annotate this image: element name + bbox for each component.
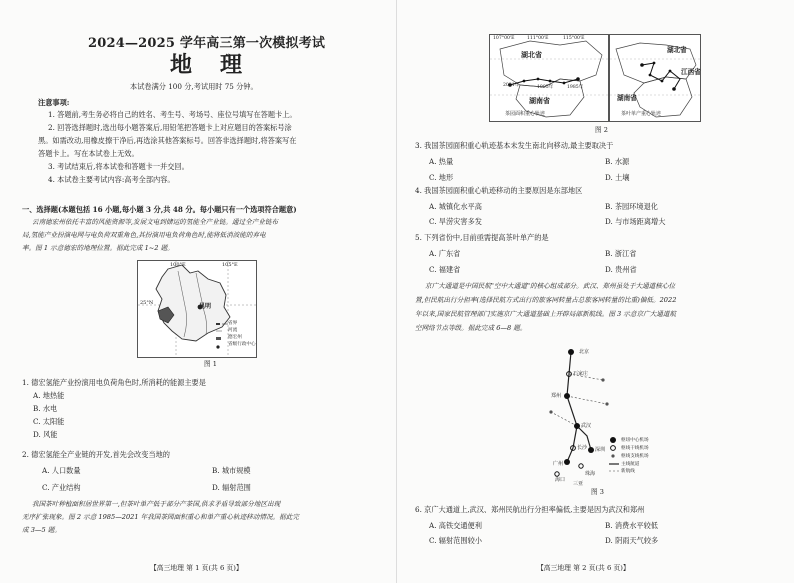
fig1-caption: 图 1 xyxy=(204,360,217,368)
fig2-province: 江西省 xyxy=(681,68,701,76)
fig2-lon-label: 111°00'E xyxy=(527,36,549,41)
fig3-city: 北京 xyxy=(579,349,590,355)
q1-option[interactable]: D. 风能 xyxy=(33,430,58,439)
q1-option[interactable]: C. 太阳能 xyxy=(33,417,65,426)
fig2-caption: 图 2 xyxy=(595,126,608,134)
q3-option[interactable]: C. 地形 xyxy=(429,173,454,182)
fig3-city: 郑州 xyxy=(551,393,562,399)
intro-line: 我国茶叶种植面积居世界第一,但茶叶单产低于部分产茶国,供求矛盾导致部分地区出现 xyxy=(32,500,281,508)
q1-stem: 1. 德宏氢能产业扮演用电负荷角色时,所消耗的能源主要是 xyxy=(22,378,206,387)
fig3-city: 珠海 xyxy=(585,471,596,477)
q6-option[interactable]: A. 高铁交通便利 xyxy=(429,521,482,530)
exam-title: 2024—2025 学年高三第一次模拟考试 xyxy=(88,36,326,51)
fig1-legend-item: 德宏州 xyxy=(228,335,242,340)
fig1-legend-item: 省级行政中心 xyxy=(228,342,256,347)
intro-line: 置,但民航出行分担率(选择民航方式出行的旅客同转量占总旅客同转量的比重)偏低。2022 xyxy=(415,296,677,304)
fig3-city: 广州 xyxy=(553,461,564,467)
fig1-lon-label: 100°E xyxy=(170,262,186,268)
notice-line: 答题卡上。写在本试卷上无效。 xyxy=(38,149,139,158)
fig3-legend-item: 枢纽中心机场 xyxy=(621,438,649,443)
q4-option[interactable]: A. 城镇化水平高 xyxy=(429,202,482,211)
intro-line: 无序扩张现象。图 2 示意 1985—2021 年我国茶园面积重心和单产重心轨迹移动情况。据此完 xyxy=(22,513,299,521)
notice-line: 3. 考试结束后,将本试卷和答题卡一并交回。 xyxy=(48,162,189,171)
q4-option[interactable]: B. 茶园环境退化 xyxy=(605,202,658,211)
figure-2-area-map xyxy=(489,34,609,122)
exam-info: 本试卷满分 100 分,考试用时 75 分钟。 xyxy=(130,82,258,91)
q2-option[interactable]: D. 辐射范围 xyxy=(212,483,251,492)
fig2-left-label: 茶园面积重心轨迹 xyxy=(505,111,546,117)
fig2-province: 湖北省 xyxy=(667,46,687,54)
q1-option[interactable]: A. 地热能 xyxy=(33,391,65,400)
fig3-city: 石家庄 xyxy=(573,371,589,377)
intro-line: 局,氢能产业扮演电网与电负荷双重角色,其扮演用电负荷角色时,能将低消波能的弃电 xyxy=(22,231,266,239)
fig1-legend-item: 省界 xyxy=(228,321,238,326)
q4-stem: 4. 我国茶园面积重心轨迹移动的主要原因是东部地区 xyxy=(415,186,583,195)
q4-option[interactable]: D. 与市场距离增大 xyxy=(605,217,666,226)
page-2 xyxy=(397,0,794,583)
intro-line: 率。图 1 示意德宏的地理位置。据此完成 1~2 题。 xyxy=(22,244,174,252)
intro-line: 年以来,国家民航管理部门实施京广大通道基础上开辟局部新航线。图 3 示意京广大通道航 xyxy=(415,310,677,318)
q5-option[interactable]: C. 福建省 xyxy=(429,265,461,274)
q2-option[interactable]: C. 产业结构 xyxy=(42,483,81,492)
fig1-lon-label: 105°E xyxy=(222,262,238,268)
fig3-legend-item: 新航线 xyxy=(621,469,635,474)
fig3-legend-item: 枢线支线机场 xyxy=(621,454,649,459)
fig2-year: 1995年 xyxy=(537,85,554,90)
q5-option[interactable]: A. 广东省 xyxy=(429,249,461,258)
intro-line: 空网络节点等级。据此完成 6—8 题。 xyxy=(415,324,527,332)
q6-stem: 6. 京广大通道上,武汉、郑州民航出行分担率偏低,主要是因为武汉和郑州 xyxy=(415,505,645,514)
area-centroid-map xyxy=(490,35,608,121)
section-title: 一、选择题(本题包括 16 小题,每小题 3 分,共 48 分。每小题只有一个选项符合题意) xyxy=(22,205,297,214)
q6-option[interactable]: C. 辐射范围较小 xyxy=(429,536,482,545)
q3-stem: 3. 我国茶园面积重心轨迹基本未发生南北向移动,最主要取决于 xyxy=(415,141,614,150)
q6-option[interactable]: B. 消费水平较低 xyxy=(605,521,658,530)
intro-line: 云南德宏州依托丰富的风能资源等,发展文电到储运的氢能全产业链。通过全产业链布 xyxy=(32,218,279,226)
fig3-caption: 图 3 xyxy=(591,488,604,496)
subject-title: 地理 xyxy=(170,52,271,78)
fig2-province: 湖南省 xyxy=(617,94,637,102)
notice-line: 2. 回答选择题时,选出每小题答案后,用铅笔把答题卡上对应题目的答案标号涂 xyxy=(48,123,292,132)
q2-stem: 2. 德宏氢能全产业链的开发,首先会改变当地的 xyxy=(22,450,170,459)
fig3-legend-item: 枢线干线机场 xyxy=(621,446,649,451)
q3-option[interactable]: D. 土壤 xyxy=(605,173,630,182)
fig3-city: 长沙 xyxy=(577,445,588,451)
fig2-province: 湖北省 xyxy=(521,50,542,59)
q3-option[interactable]: B. 水源 xyxy=(605,157,630,166)
page-footer: 【高三地理 第 1 页(共 6 页)】 xyxy=(150,564,243,572)
q5-option[interactable]: B. 浙江省 xyxy=(605,249,637,258)
q1-option[interactable]: B. 水电 xyxy=(33,404,58,413)
fig2-right-label: 茶叶单产重心轨迹 xyxy=(621,111,662,117)
fig3-legend-item: 主线航道 xyxy=(621,462,640,467)
q3-option[interactable]: A. 热量 xyxy=(429,157,454,166)
fig1-lat-label: 25°N xyxy=(140,300,154,306)
figure-2-yield-map xyxy=(609,34,701,122)
fig3-city: 三亚 xyxy=(573,481,584,487)
fig2-lon-label: 115°00'E xyxy=(563,36,585,41)
notice-line: 4. 本试卷主要考试内容:高考全部内容。 xyxy=(48,175,175,184)
intro-line: 京广大通道是中国民航"空中大通道"的核心组成部分。武汉、郑州虽处于大通道核心位 xyxy=(425,282,676,290)
q5-option[interactable]: D. 贵州省 xyxy=(605,265,637,274)
fig3-city: 深圳 xyxy=(595,447,606,453)
q5-stem: 5. 下列省份中,目前亟需提高茶叶单产的是 xyxy=(415,233,549,242)
notice-line: 黑。如需改动,用橡皮擦干净后,再选涂其他答案标号。回答非选择题时,将答案写在 xyxy=(38,136,297,145)
fig2-year: 1985年 xyxy=(567,85,584,90)
page-footer: 【高三地理 第 2 页(共 6 页)】 xyxy=(537,564,630,572)
fig2-lon-label: 107°00'E xyxy=(493,36,515,41)
fig3-city: 武汉 xyxy=(581,423,592,429)
intro-line: 成 3—5 题。 xyxy=(22,526,61,534)
notice-line: 1. 答题前,考生务必将自己的姓名、考生号、考场号、座位号填写在答题卡上。 xyxy=(48,110,297,119)
q6-option[interactable]: D. 阴雨天气较多 xyxy=(605,536,659,545)
fig2-year: 2021年 xyxy=(503,83,520,88)
fig2-province: 湖南省 xyxy=(529,96,550,105)
q2-option[interactable]: A. 人口数量 xyxy=(42,466,81,475)
q2-option[interactable]: B. 城市规模 xyxy=(212,466,251,475)
fig1-city-label: 昆明 xyxy=(199,303,212,310)
notice-title: 注意事项: xyxy=(38,98,70,107)
q4-option[interactable]: C. 旱涝灾害多发 xyxy=(429,217,482,226)
fig3-city: 海口 xyxy=(555,477,566,483)
fig1-legend-item: 河流 xyxy=(228,328,238,333)
